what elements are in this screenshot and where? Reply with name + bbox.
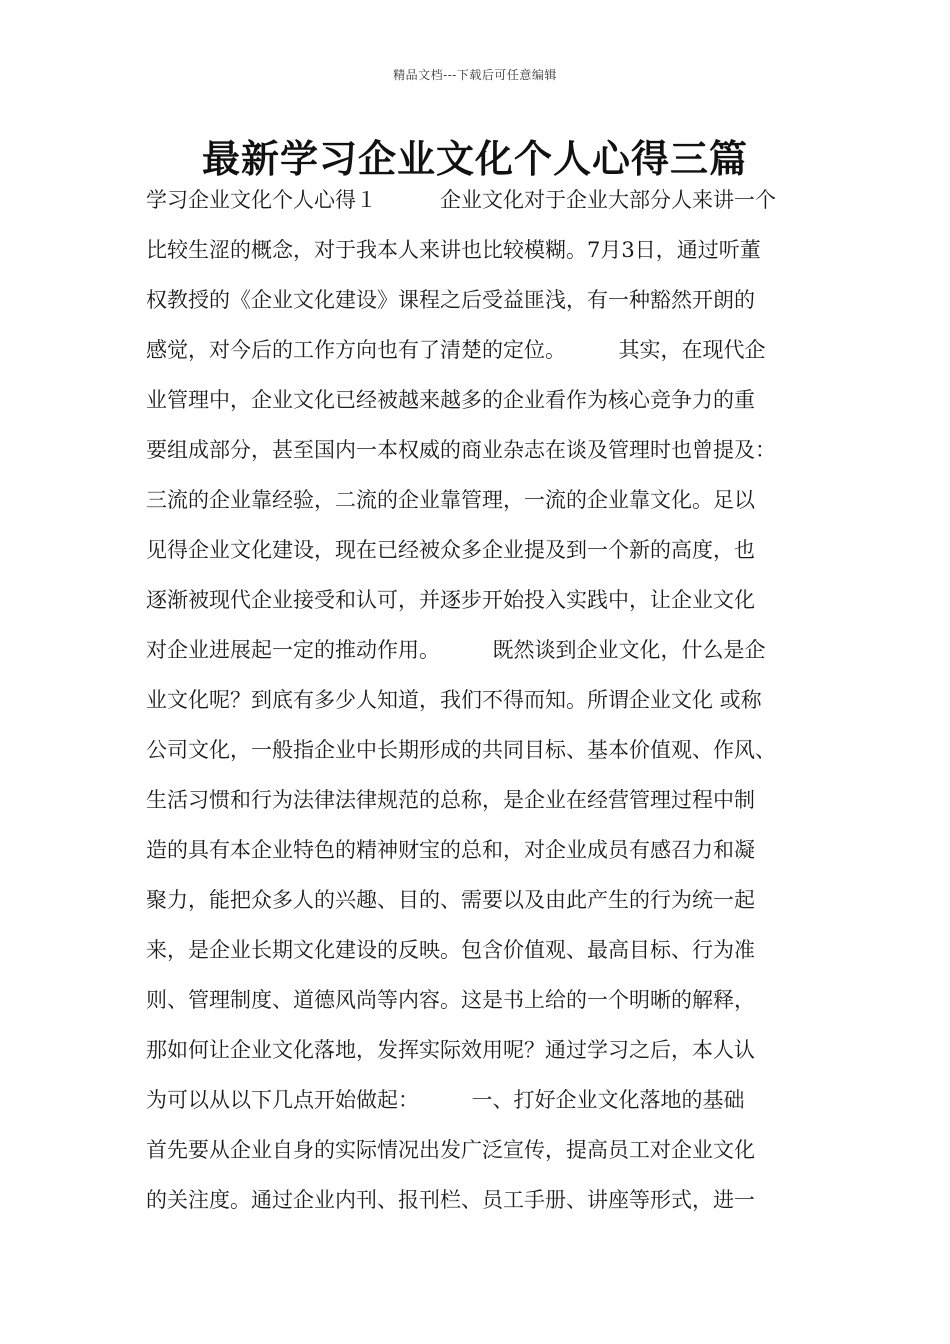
body-line: 聚力，能把众多人的兴趣、目的、需要以及由此产生的行为统一起 bbox=[146, 888, 755, 912]
body-line: 公司文化，一般指企业中长期形成的共同目标、基本价值观、作风、 bbox=[146, 738, 776, 762]
body-line: 三流的企业靠经验，二流的企业靠管理，一流的企业靠文化。足以 bbox=[146, 488, 755, 512]
body-line: 权教授的《企业文化建设》课程之后受益匪浅，有一种豁然开朗的 bbox=[146, 288, 755, 312]
document-title: 最新学习企业文化个人心得三篇 bbox=[201, 137, 748, 181]
body-line: 学习企业文化个人心得１ 企业文化对于企业大部分人来讲一个 bbox=[146, 188, 776, 212]
body-line: 来，是企业长期文化建设的反映。包含价值观、最高目标、行为准 bbox=[146, 938, 755, 962]
body-line: 要组成部分，甚至国内一本权威的商业杂志在谈及管理时也曾提及： bbox=[146, 438, 776, 462]
body-line: 为可以从以下几点开始做起： 一、打好企业文化落地的基础 bbox=[146, 1088, 745, 1112]
body-line: 则、管理制度、道德风尚等内容。这是书上给的一个明晰的解释， bbox=[146, 988, 755, 1012]
body-line: 的关注度。通过企业内刊、报刊栏、员工手册、讲座等形式，进一 bbox=[146, 1188, 755, 1212]
page-header-note: 精品文档---下载后可任意编辑 bbox=[393, 68, 557, 82]
body-line: 感觉，对今后的工作方向也有了清楚的定位。 其实，在现代企 bbox=[146, 338, 766, 362]
body-line: 对企业进展起一定的推动作用。 既然谈到企业文化，什么是企 bbox=[146, 638, 766, 662]
body-line: 生活习惯和行为法律法律规范的总称，是企业在经营管理过程中制 bbox=[146, 788, 755, 812]
document-body bbox=[146, 182, 846, 1232]
body-line: 逐渐被现代企业接受和认可，并逐步开始投入实践中，让企业文化 bbox=[146, 588, 755, 612]
body-line: 业管理中，企业文化已经被越来越多的企业看作为核心竞争力的重 bbox=[146, 388, 755, 412]
body-line: 首先要从企业自身的实际情况出发广泛宣传，提高员工对企业文化 bbox=[146, 1138, 755, 1162]
body-line: 业文化呢？到底有多少人知道，我们不得而知。所谓企业文化 或称 bbox=[146, 688, 762, 712]
body-line: 见得企业文化建设，现在已经被众多企业提及到一个新的高度，也 bbox=[146, 538, 755, 562]
body-line: 比较生涩的概念，对于我本人来讲也比较模糊。7月3日，通过听董 bbox=[146, 238, 761, 262]
body-line: 那如何让企业文化落地，发挥实际效用呢？通过学习之后，本人认 bbox=[146, 1038, 755, 1062]
body-line: 造的具有本企业特色的精神财宝的总和，对企业成员有感召力和凝 bbox=[146, 838, 755, 862]
